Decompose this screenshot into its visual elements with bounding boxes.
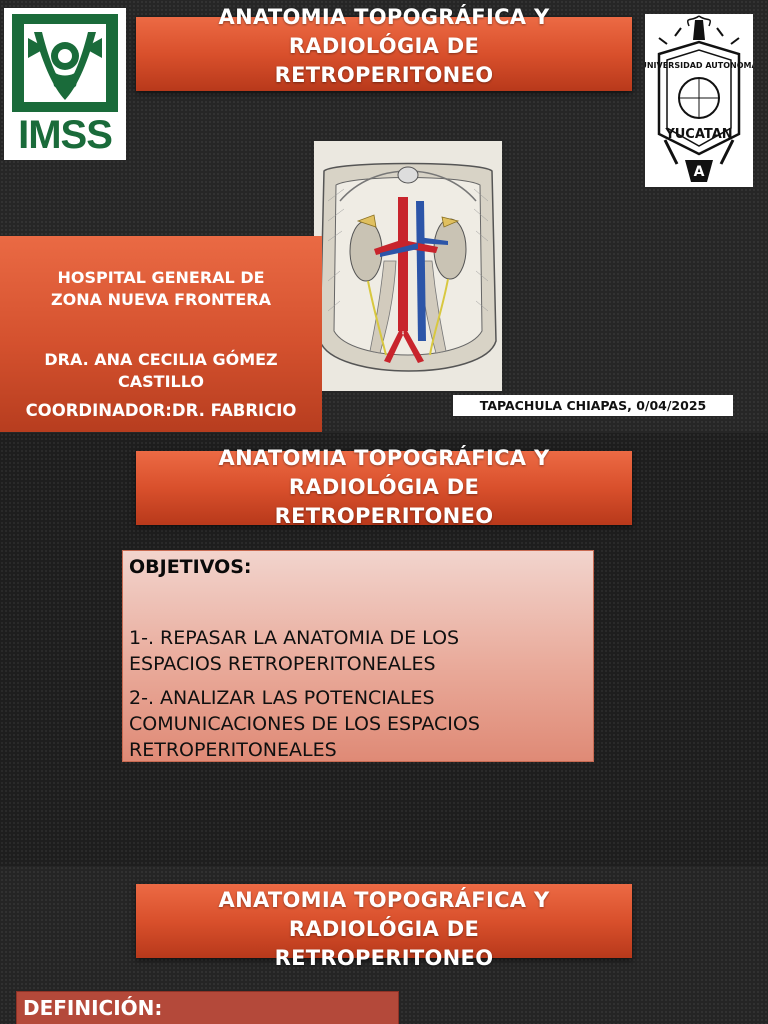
date-location-label: TAPACHULA CHIAPAS, 0/04/2025 <box>453 395 733 416</box>
slide-title-text <box>136 3 632 90</box>
objective-item-2 <box>129 685 589 763</box>
doctor-line-1: DRA. ANA CECILIA GÓMEZ <box>44 350 278 369</box>
objective-1-line-1: 1-. REPASAR LA ANATOMIA DE LOS <box>129 627 460 649</box>
slide-title-text <box>136 444 632 531</box>
objective-1-line-2: ESPACIOS RETROPERITONEALES <box>129 653 436 675</box>
objective-2-line-2: COMUNICACIONES DE LOS ESPACIOS <box>129 713 480 735</box>
uni-seal-text-top: UNIVERSIDAD AUTONOMA <box>645 61 753 70</box>
objective-2-line-3: RETROPERITONEALES <box>129 739 337 761</box>
uni-seal-text-bottom: YUCATAN <box>665 127 733 142</box>
slide-title <box>0 0 768 433</box>
definition-box <box>16 991 399 1024</box>
objectives-box <box>122 550 594 762</box>
coordinator-name: COORDINADOR:DR. FABRICIO <box>25 401 297 420</box>
title-line-1: ANATOMIA TOPOGRÁFICA Y <box>218 446 550 470</box>
universidad-seal-logo <box>645 14 753 187</box>
hospital-line-1: HOSPITAL GENERAL DE <box>57 268 265 287</box>
title-line-3: RETROPERITONEO <box>274 946 494 970</box>
retroperitoneum-anatomy-illustration <box>314 141 502 391</box>
objectives-heading: OBJETIVOS: <box>129 556 252 578</box>
objective-item-1 <box>129 625 589 677</box>
title-line-2: RADIOLÓGIA DE <box>288 34 480 58</box>
doctor-name <box>0 349 322 393</box>
title-line-2: RADIOLÓGIA DE <box>288 475 480 499</box>
doctor-line-2: CASTILLO <box>118 372 204 391</box>
hospital-line-2: ZONA NUEVA FRONTERA <box>51 290 271 309</box>
title-line-1: ANATOMIA TOPOGRÁFICA Y <box>218 888 550 912</box>
imss-logo <box>4 8 126 160</box>
title-line-1: ANATOMIA TOPOGRÁFICA Y <box>218 5 550 29</box>
imss-logo-text: IMSS <box>18 113 112 157</box>
title-line-3: RETROPERITONEO <box>274 63 494 87</box>
slide-definition <box>0 866 768 1024</box>
objective-2-line-1: 2-. ANALIZAR LAS POTENCIALES <box>129 687 435 709</box>
title-line-3: RETROPERITONEO <box>274 504 494 528</box>
slide-title-text <box>136 886 632 973</box>
svg-text:A: A <box>693 164 705 180</box>
title-line-2: RADIOLÓGIA DE <box>288 917 480 941</box>
hospital-name <box>0 267 322 311</box>
definition-heading: DEFINICIÓN: <box>23 996 163 1020</box>
slide-objectives <box>0 433 768 866</box>
